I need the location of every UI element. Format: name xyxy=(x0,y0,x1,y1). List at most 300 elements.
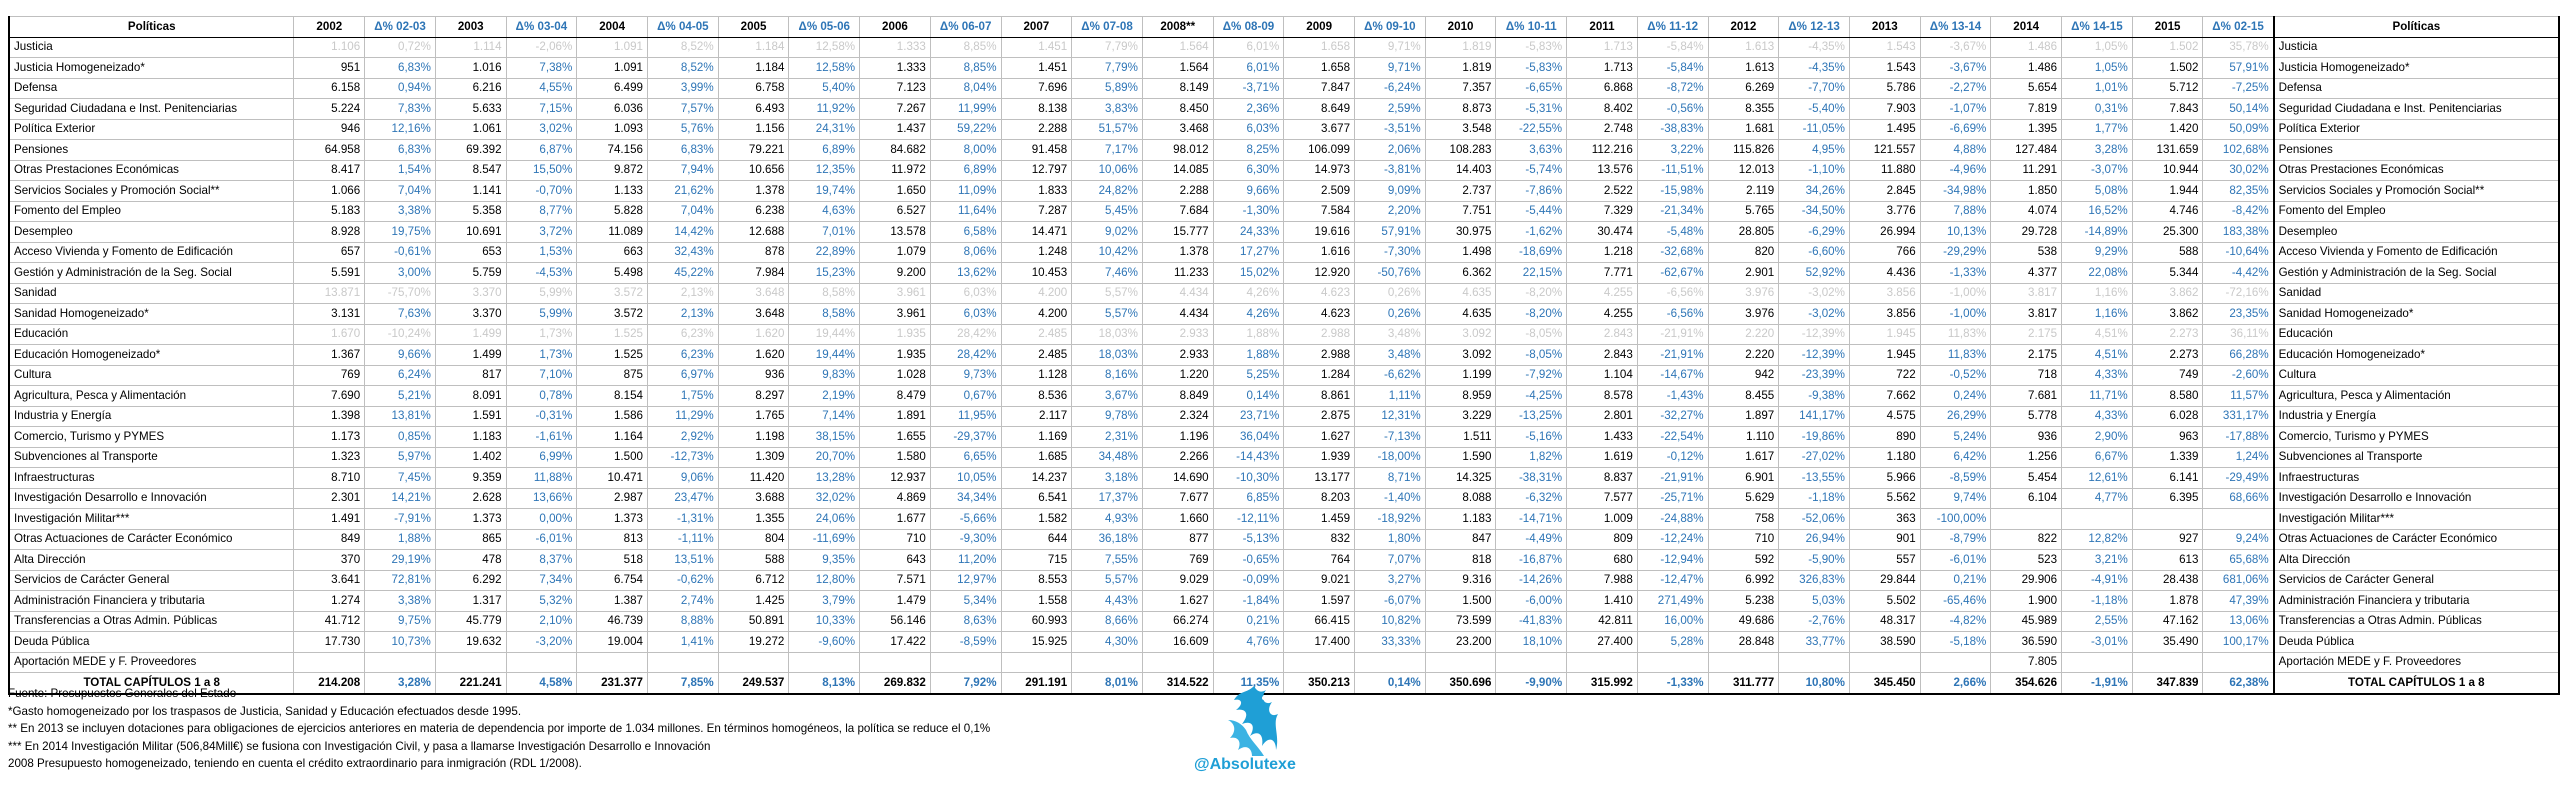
value-cell xyxy=(577,652,648,673)
value-cell: 311.777 xyxy=(1708,673,1779,694)
value-cell: 50.891 xyxy=(718,611,789,632)
delta-cell: -5,44% xyxy=(1496,201,1567,222)
delta-cell: 2,10% xyxy=(506,611,577,632)
table-row xyxy=(9,201,2559,222)
delta-cell: 13,62% xyxy=(930,263,1001,284)
value-cell: 7.662 xyxy=(1849,386,1920,407)
value-cell: 25.300 xyxy=(2132,222,2203,243)
delta-cell: -21,91% xyxy=(1637,324,1708,345)
row-label-right: Deuda Pública xyxy=(2274,632,2559,653)
value-cell: 10.944 xyxy=(2132,160,2203,181)
delta-cell: 3,67% xyxy=(1072,386,1143,407)
delta-cell: -21,91% xyxy=(1637,345,1708,366)
value-cell: 1.451 xyxy=(1001,37,1072,58)
value-cell: 3.976 xyxy=(1708,304,1779,325)
table-row xyxy=(9,58,2559,79)
table-row xyxy=(9,140,2559,161)
delta-cell: 22,15% xyxy=(1496,263,1567,284)
value-cell: 1.198 xyxy=(718,427,789,448)
delta-cell: -14,89% xyxy=(2062,222,2133,243)
value-cell: 6.141 xyxy=(2132,468,2203,489)
value-cell: 7.690 xyxy=(294,386,365,407)
value-cell: 1.367 xyxy=(294,345,365,366)
delta-cell: 36,11% xyxy=(2203,324,2274,345)
delta-cell: -21,91% xyxy=(1637,468,1708,489)
value-cell: 3.648 xyxy=(718,283,789,304)
value-cell: 3.677 xyxy=(1284,119,1355,140)
delta-cell: 0,00% xyxy=(506,509,577,530)
value-cell: 1.935 xyxy=(860,324,931,345)
delta-cell: 4,30% xyxy=(1072,632,1143,653)
value-cell: 2.117 xyxy=(1001,406,1072,427)
delta-cell xyxy=(2062,509,2133,530)
delta-cell: 1,05% xyxy=(2062,58,2133,79)
value-cell: 2.522 xyxy=(1567,181,1638,202)
delta-cell: 11,95% xyxy=(930,406,1001,427)
header-delta: Δ% 07-08 xyxy=(1072,17,1143,38)
header-row xyxy=(9,17,2559,38)
value-cell: 1.613 xyxy=(1708,58,1779,79)
delta-cell: 62,38% xyxy=(2203,673,2274,694)
delta-cell: -18,92% xyxy=(1355,509,1426,530)
row-label-right: Seguridad Ciudadana e Inst. Penitenciarias xyxy=(2274,99,2559,120)
value-cell: 613 xyxy=(2132,550,2203,571)
delta-cell: 59,22% xyxy=(930,119,1001,140)
value-cell: 36.590 xyxy=(1991,632,2062,653)
delta-cell: 0,78% xyxy=(506,386,577,407)
value-cell: 1.616 xyxy=(1284,242,1355,263)
delta-cell: 17,27% xyxy=(1213,242,1284,263)
value-cell: 30.474 xyxy=(1567,222,1638,243)
delta-cell: -1,10% xyxy=(1779,160,1850,181)
delta-cell: 6,87% xyxy=(506,140,577,161)
delta-cell: -38,83% xyxy=(1637,119,1708,140)
value-cell: 1.110 xyxy=(1708,427,1779,448)
delta-cell: -4,49% xyxy=(1496,529,1567,550)
value-cell: 5.633 xyxy=(435,99,506,120)
value-cell: 2.875 xyxy=(1284,406,1355,427)
header-delta: Δ% 06-07 xyxy=(930,17,1001,38)
delta-cell: -10,24% xyxy=(365,324,436,345)
value-cell: 1.619 xyxy=(1567,447,1638,468)
delta-cell: 7,10% xyxy=(506,365,577,386)
footnote-dependencia: ** En 2013 se incluyen dotaciones para obligaciones de ejercicios anteriores en materia de dependencia por importe de 1.034 millones. En términos homogéneos, la política se reduce el 0,1% xyxy=(8,722,991,735)
delta-cell: 3,79% xyxy=(789,591,860,612)
value-cell: 643 xyxy=(860,550,931,571)
value-cell: 1.164 xyxy=(577,427,648,448)
delta-cell: 57,91% xyxy=(2203,58,2274,79)
value-cell xyxy=(860,652,931,673)
delta-cell: -100,00% xyxy=(1920,509,1991,530)
delta-cell: -32,68% xyxy=(1637,242,1708,263)
delta-cell: 8,85% xyxy=(930,58,1001,79)
delta-cell: 5,89% xyxy=(1072,78,1143,99)
delta-cell: -11,69% xyxy=(789,529,860,550)
row-label-right: Agricultura, Pesca y Alimentación xyxy=(2274,386,2559,407)
table-row xyxy=(9,263,2559,284)
delta-cell: 13,51% xyxy=(647,550,718,571)
delta-cell: -12,94% xyxy=(1637,550,1708,571)
value-cell: 106.099 xyxy=(1284,140,1355,161)
value-cell: 749 xyxy=(2132,365,2203,386)
value-cell: 6.362 xyxy=(1425,263,1496,284)
delta-cell: 5,28% xyxy=(1637,632,1708,653)
value-cell: 804 xyxy=(718,529,789,550)
value-cell: 8.861 xyxy=(1284,386,1355,407)
value-cell: 710 xyxy=(860,529,931,550)
value-cell: 6.238 xyxy=(718,201,789,222)
value-cell: 13.578 xyxy=(860,222,931,243)
value-cell: 5.562 xyxy=(1849,488,1920,509)
header-year: 2009 xyxy=(1284,17,1355,38)
value-cell: 1.564 xyxy=(1142,58,1213,79)
value-cell: 7.751 xyxy=(1425,201,1496,222)
row-label: Comercio, Turismo y PYMES xyxy=(9,427,294,448)
value-cell: 8.417 xyxy=(294,160,365,181)
value-cell: 2.175 xyxy=(1991,345,2062,366)
delta-cell: -22,55% xyxy=(1496,119,1567,140)
value-cell: 60.993 xyxy=(1001,611,1072,632)
delta-cell: 3,00% xyxy=(365,263,436,284)
table-row xyxy=(9,160,2559,181)
value-cell: 1.387 xyxy=(577,591,648,612)
header-delta: Δ% 02-15 xyxy=(2203,17,2274,38)
value-cell: 890 xyxy=(1849,427,1920,448)
value-cell xyxy=(1425,652,1496,673)
delta-cell: 5,45% xyxy=(1072,201,1143,222)
delta-cell: 9,02% xyxy=(1072,222,1143,243)
value-cell: 314.522 xyxy=(1142,673,1213,694)
delta-cell: -32,27% xyxy=(1637,406,1708,427)
value-cell: 4.635 xyxy=(1425,283,1496,304)
value-cell: 2.987 xyxy=(577,488,648,509)
delta-cell: 6,03% xyxy=(930,283,1001,304)
value-cell: 214.208 xyxy=(294,673,365,694)
delta-cell: -5,16% xyxy=(1496,427,1567,448)
header-delta: Δ% 09-10 xyxy=(1355,17,1426,38)
value-cell: 6.216 xyxy=(435,78,506,99)
value-cell: 15.925 xyxy=(1001,632,1072,653)
value-cell: 3.370 xyxy=(435,283,506,304)
row-label: Otras Actuaciones de Carácter Económico xyxy=(9,529,294,550)
value-cell: 7.843 xyxy=(2132,99,2203,120)
delta-cell: -13,55% xyxy=(1779,468,1850,489)
row-label: Pensiones xyxy=(9,140,294,161)
row-label: Sanidad Homogeneizado* xyxy=(9,304,294,325)
value-cell: 1.525 xyxy=(577,324,648,345)
value-cell: 8.149 xyxy=(1142,78,1213,99)
delta-cell: 4,55% xyxy=(506,78,577,99)
value-cell: 1.114 xyxy=(435,37,506,58)
delta-cell: 5,03% xyxy=(1779,591,1850,612)
delta-cell: -52,06% xyxy=(1779,509,1850,530)
value-cell: 3.131 xyxy=(294,304,365,325)
delta-cell: 34,26% xyxy=(1779,181,1850,202)
delta-cell xyxy=(930,652,1001,673)
row-label: Justicia Homogeneizado* xyxy=(9,58,294,79)
value-cell: 818 xyxy=(1425,550,1496,571)
value-cell: 5.498 xyxy=(577,263,648,284)
table-row xyxy=(9,222,2559,243)
value-cell: 1.333 xyxy=(860,37,931,58)
value-cell: 28.438 xyxy=(2132,570,2203,591)
delta-cell xyxy=(365,652,436,673)
delta-cell: 5,57% xyxy=(1072,304,1143,325)
row-label: Agricultura, Pesca y Alimentación xyxy=(9,386,294,407)
value-cell: 6.104 xyxy=(1991,488,2062,509)
delta-cell: 9,73% xyxy=(930,365,1001,386)
delta-cell: 3,48% xyxy=(1355,324,1426,345)
row-label: Defensa xyxy=(9,78,294,99)
delta-cell: 9,75% xyxy=(365,611,436,632)
value-cell: 8.154 xyxy=(577,386,648,407)
value-cell: 12.013 xyxy=(1708,160,1779,181)
delta-cell: -8,42% xyxy=(2203,201,2274,222)
value-cell: 3.776 xyxy=(1849,201,1920,222)
value-cell: 1.558 xyxy=(1001,591,1072,612)
value-cell: 1.655 xyxy=(860,427,931,448)
header-year: 2004 xyxy=(577,17,648,38)
header-delta: Δ% 10-11 xyxy=(1496,17,1567,38)
value-cell: 4.436 xyxy=(1849,263,1920,284)
delta-cell: 33,33% xyxy=(1355,632,1426,653)
value-cell: 813 xyxy=(577,529,648,550)
row-label-right: Cultura xyxy=(2274,365,2559,386)
value-cell: 108.283 xyxy=(1425,140,1496,161)
value-cell: 2.288 xyxy=(1001,119,1072,140)
header-delta: Δ% 03-04 xyxy=(506,17,577,38)
value-cell: 7.903 xyxy=(1849,99,1920,120)
delta-cell: 7,45% xyxy=(365,468,436,489)
delta-cell: -29,29% xyxy=(1920,242,1991,263)
delta-cell: -5,84% xyxy=(1637,58,1708,79)
delta-cell: -1,30% xyxy=(1213,201,1284,222)
value-cell: 1.590 xyxy=(1425,447,1496,468)
delta-cell: 8,52% xyxy=(647,58,718,79)
value-cell: 1.323 xyxy=(294,447,365,468)
value-cell: 30.975 xyxy=(1425,222,1496,243)
value-cell: 3.370 xyxy=(435,304,506,325)
value-cell: 49.686 xyxy=(1708,611,1779,632)
value-cell: 38.590 xyxy=(1849,632,1920,653)
value-cell: 8.203 xyxy=(1284,488,1355,509)
table-row xyxy=(9,324,2559,345)
delta-cell: 23,47% xyxy=(647,488,718,509)
row-label: Transferencias a Otras Admin. Públicas xyxy=(9,611,294,632)
value-cell xyxy=(1567,652,1638,673)
value-cell: 4.623 xyxy=(1284,304,1355,325)
value-cell: 1.479 xyxy=(860,591,931,612)
delta-cell: -21,34% xyxy=(1637,201,1708,222)
delta-cell: 3,27% xyxy=(1355,570,1426,591)
row-label: Aportación MEDE y F. Proveedores xyxy=(9,652,294,673)
delta-cell: 34,48% xyxy=(1072,447,1143,468)
value-cell: 592 xyxy=(1708,550,1779,571)
value-cell: 1.850 xyxy=(1991,181,2062,202)
header-year: 2003 xyxy=(435,17,506,38)
value-cell: 8.649 xyxy=(1284,99,1355,120)
value-cell: 523 xyxy=(1991,550,2062,571)
table-row xyxy=(9,304,2559,325)
header-year: 2012 xyxy=(1708,17,1779,38)
delta-cell: 19,75% xyxy=(365,222,436,243)
value-cell: 1.939 xyxy=(1284,447,1355,468)
value-cell: 1.091 xyxy=(577,58,648,79)
value-cell: 2.845 xyxy=(1849,181,1920,202)
value-cell: 3.572 xyxy=(577,283,648,304)
value-cell: 2.220 xyxy=(1708,345,1779,366)
value-cell: 1.495 xyxy=(1849,119,1920,140)
value-cell: 644 xyxy=(1001,529,1072,550)
value-cell: 1.309 xyxy=(718,447,789,468)
delta-cell: 14,21% xyxy=(365,488,436,509)
delta-cell: 9,66% xyxy=(365,345,436,366)
delta-cell: 3,28% xyxy=(365,673,436,694)
header-year: 2014 xyxy=(1991,17,2062,38)
value-cell: 28.805 xyxy=(1708,222,1779,243)
value-cell: 2.988 xyxy=(1284,324,1355,345)
delta-cell: -5,84% xyxy=(1637,37,1708,58)
value-cell: 657 xyxy=(294,242,365,263)
delta-cell: 7,83% xyxy=(365,99,436,120)
delta-cell: -14,71% xyxy=(1496,509,1567,530)
value-cell: 48.317 xyxy=(1849,611,1920,632)
delta-cell: 57,91% xyxy=(1355,222,1426,243)
delta-cell: 72,81% xyxy=(365,570,436,591)
value-cell: 8.479 xyxy=(860,386,931,407)
delta-cell: 5,21% xyxy=(365,386,436,407)
value-cell: 131.659 xyxy=(2132,140,2203,161)
value-cell: 1.833 xyxy=(1001,181,1072,202)
delta-cell: 8,00% xyxy=(930,140,1001,161)
delta-cell: 22,89% xyxy=(789,242,860,263)
delta-cell: -10,30% xyxy=(1213,468,1284,489)
delta-cell: 29,19% xyxy=(365,550,436,571)
value-cell: 354.626 xyxy=(1991,673,2062,694)
value-cell: 951 xyxy=(294,58,365,79)
delta-cell: -1,91% xyxy=(2062,673,2133,694)
delta-cell: -3,02% xyxy=(1779,283,1850,304)
value-cell: 1.274 xyxy=(294,591,365,612)
value-cell: 936 xyxy=(1991,427,2062,448)
value-cell: 17.400 xyxy=(1284,632,1355,653)
delta-cell: 271,49% xyxy=(1637,591,1708,612)
delta-cell: -1,61% xyxy=(506,427,577,448)
row-label-right: Industria y Energía xyxy=(2274,406,2559,427)
delta-cell: -29,37% xyxy=(930,427,1001,448)
table-row xyxy=(9,365,2559,386)
delta-cell: 183,38% xyxy=(2203,222,2274,243)
delta-cell: 5,99% xyxy=(506,283,577,304)
value-cell: 2.273 xyxy=(2132,345,2203,366)
footnote-homogeneizado: *Gasto homogeneizado por los traspasos de Justicia, Sanidad y Educación efectuados desde 1995. xyxy=(8,704,522,718)
delta-cell: 6,83% xyxy=(365,140,436,161)
header-delta: Δ% 14-15 xyxy=(2062,17,2133,38)
header-year: 2013 xyxy=(1849,17,1920,38)
delta-cell: 6,42% xyxy=(1920,447,1991,468)
value-cell: 1.502 xyxy=(2132,37,2203,58)
delta-cell: -6,24% xyxy=(1355,78,1426,99)
delta-cell: 0,26% xyxy=(1355,304,1426,325)
value-cell: 1.451 xyxy=(1001,58,1072,79)
value-cell: 26.994 xyxy=(1849,222,1920,243)
value-cell xyxy=(2132,652,2203,673)
value-cell: 4.575 xyxy=(1849,406,1920,427)
delta-cell: -9,60% xyxy=(789,632,860,653)
value-cell: 1.891 xyxy=(860,406,931,427)
value-cell: 350.696 xyxy=(1425,673,1496,694)
value-cell: 875 xyxy=(577,365,648,386)
value-cell: 6.868 xyxy=(1567,78,1638,99)
value-cell: 19.632 xyxy=(435,632,506,653)
value-cell: 7.287 xyxy=(1001,201,1072,222)
value-cell: 1.128 xyxy=(1001,365,1072,386)
delta-cell: -8,05% xyxy=(1496,324,1567,345)
value-cell: 1.878 xyxy=(2132,591,2203,612)
delta-cell: 8,01% xyxy=(1072,673,1143,694)
value-cell: 3.976 xyxy=(1708,283,1779,304)
row-label-right: Administración Financiera y tributaria xyxy=(2274,591,2559,612)
delta-cell: 1,80% xyxy=(1355,529,1426,550)
value-cell: 4.623 xyxy=(1284,283,1355,304)
value-cell: 1.500 xyxy=(1425,591,1496,612)
value-cell: 2.933 xyxy=(1142,324,1213,345)
delta-cell: -27,02% xyxy=(1779,447,1850,468)
value-cell: 1.220 xyxy=(1142,365,1213,386)
delta-cell: -4,25% xyxy=(1496,386,1567,407)
delta-cell: 5,25% xyxy=(1213,365,1284,386)
value-cell: 8.450 xyxy=(1142,99,1213,120)
delta-cell: 34,34% xyxy=(930,488,1001,509)
value-cell: 1.591 xyxy=(435,406,506,427)
delta-cell: 10,06% xyxy=(1072,160,1143,181)
row-label: Investigación Desarrollo e Innovación xyxy=(9,488,294,509)
row-label: Sanidad xyxy=(9,283,294,304)
delta-cell: 5,97% xyxy=(365,447,436,468)
delta-cell: 14,42% xyxy=(647,222,718,243)
delta-cell: -4,91% xyxy=(2062,570,2133,591)
delta-cell xyxy=(1072,652,1143,673)
delta-cell: 11,35% xyxy=(1213,673,1284,694)
row-label: Educación Homogeneizado* xyxy=(9,345,294,366)
row-label: Desempleo xyxy=(9,222,294,243)
value-cell: 14.403 xyxy=(1425,160,1496,181)
delta-cell: -14,26% xyxy=(1496,570,1567,591)
budget-table xyxy=(8,16,2560,695)
delta-cell: 9,06% xyxy=(647,468,718,489)
delta-cell: 6,89% xyxy=(789,140,860,161)
value-cell: 6.527 xyxy=(860,201,931,222)
delta-cell: 6,99% xyxy=(506,447,577,468)
delta-cell: 1,24% xyxy=(2203,447,2274,468)
delta-cell: 1,88% xyxy=(1213,345,1284,366)
row-label-right: Investigación Desarrollo e Innovación xyxy=(2274,488,2559,509)
delta-cell: -62,67% xyxy=(1637,263,1708,284)
value-cell: 14.085 xyxy=(1142,160,1213,181)
value-cell: 363 xyxy=(1849,509,1920,530)
header-year: 2006 xyxy=(860,17,931,38)
delta-cell: 8,71% xyxy=(1355,468,1426,489)
value-cell: 13.871 xyxy=(294,283,365,304)
delta-cell: 50,09% xyxy=(2203,119,2274,140)
row-label-right: Gestión y Administración de la Seg. Social xyxy=(2274,263,2559,284)
delta-cell: 5,24% xyxy=(1920,427,1991,448)
value-cell: 8.088 xyxy=(1425,488,1496,509)
value-cell: 1.437 xyxy=(860,119,931,140)
delta-cell: -8,79% xyxy=(1920,529,1991,550)
delta-cell: 8,04% xyxy=(930,78,1001,99)
value-cell: 7.267 xyxy=(860,99,931,120)
